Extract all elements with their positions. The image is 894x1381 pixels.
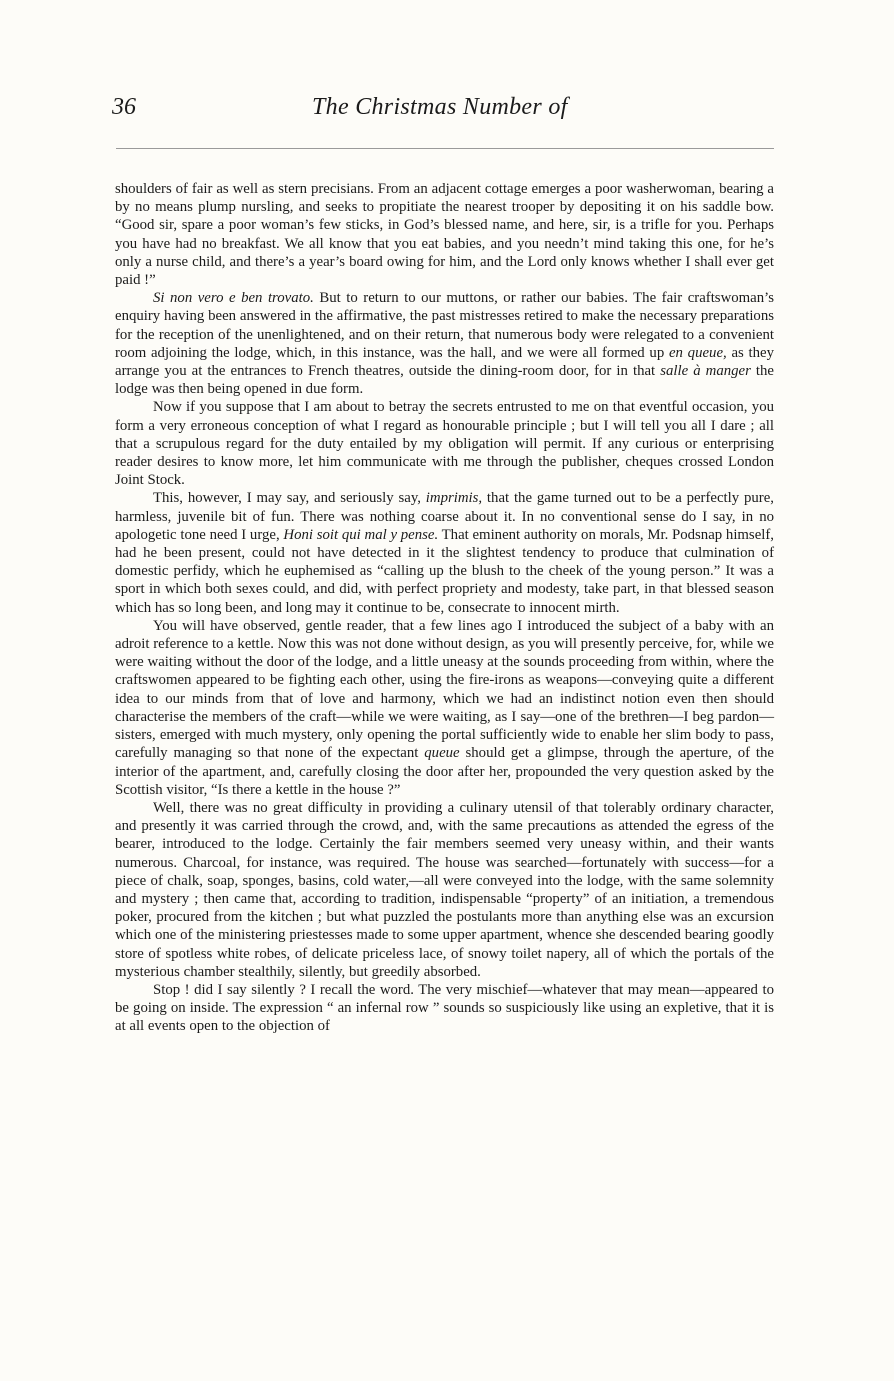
paragraph-5 [115, 617, 774, 799]
header-rule [116, 148, 774, 149]
text-run: should get a glimpse, through the aperture, of the interior of the apartment, and, carefully closing the door after her, propounded the very question asked by the Scottish visitor, “Is there a kettle in the house ?” [115, 745, 775, 798]
italic-phrase: en queue, [668, 344, 727, 361]
text-run: Now if you suppose that I am about to betray the secrets entrusted to me on that eventful occasion, you form a very erroneous conception of what I regard as honourable principle ; but I will tell you all I dare ; all that a scrupulous regard for the duty entailed by my obligation will permit. If any curious or enterprising reader desires to know more, let him communicate with me through the publisher, cheques crossed London Joint Stock. [115, 399, 774, 489]
text-run: Stop ! did I say silently ? I recall the word. The very mischief—whatever that may mean—appeared to be going on inside. The expression “ an infernal row ” sounds so suspiciously like using an expletive, that it is at all events open to the objection of [115, 981, 774, 1035]
text-run: the lodge was then being opened in due form. [115, 363, 774, 398]
paragraph-2 [115, 289, 774, 398]
text-run: shoulders of fair as well as stern precisians. From an adjacent cottage emerges a poor washerwoman, bearing a by no means plump nursling, and seeks to propitiate the nearest trooper by depositing it on his saddle bow. “Good sir, spare a poor woman’s few sticks, in God’s blessed name, and here, sir, is a trifle for you. Perhaps you have had no breakfast. We all know that you eat babies, and you needn’t mind taking this one, for he’s only a nurse child, and there’s a year’s board owing for him, and the Lord only knows whether I shall ever get paid !” [115, 181, 774, 289]
text-run: This, however, I may say, and seriously say, [153, 490, 426, 507]
running-title: The Christmas Number of [312, 94, 568, 120]
paragraph-4 [115, 489, 774, 616]
italic-phrase: salle à manger [660, 363, 751, 380]
article-body [115, 180, 774, 1036]
text-run: Well, there was no great difficulty in providing a culinary utensil of that tolerably ordinary character, and presently it was carried through the crowd, and, with the same precautions as attended the egress of the bearer, introduced to the lodge. Certainly the fair members seemed very uneasy within, and their wants numerous. Charcoal, for instance, was required. The house was searched—fortunately with success—for a piece of chalk, soap, sponges, basins, cold water,—all were conveyed into the lodge, with the same solemnity and mystery ; then came that, according to tradition, indispensable “property” of an initiation, a tremendous poker, procured from the kitchen ; but what puzzled the postulants more than anything else was an excursion which one of the ministering priestesses made to some upper apartment, whence she descended bearing goodly store of spotless white robes, of delicate priceless lace, of snowy toilet napery, all of which the portals of the mysterious chamber stealthily, silently, but greedily absorbed. [115, 799, 774, 980]
text-run: that the game turned out to be a perfectly pure, harmless, juvenile bit of fun. There was nothing coarse about it. In no conventional sense do I say, in no apologetic tone need I urge, [115, 490, 774, 543]
italic-phrase: imprimis, [425, 490, 483, 507]
paragraph-6 [115, 799, 774, 981]
italic-phrase: queue [424, 745, 460, 762]
italic-phrase: Si non vero e ben trovato. [153, 290, 314, 307]
italic-phrase: Honi soit qui mal y pense. [283, 526, 439, 543]
text-run: That eminent authority on morals, Mr. Podsnap himself, had he been present, could not have detected in it the slightest tendency to produce that culmination of domestic perfidy, which he euphemised as “calling up the blush to the cheek of the young person.” It was a sport in which both sexes could, and did, with perfect propriety and modesty, take part, in that blessed season which has so long been, and long may it continue to be, consecrate to innocent mirth. [115, 526, 774, 616]
text-run: But to return to our muttons, or rather our babies. The fair craftswoman’s enquiry having been answered in the affirmative, the past mistresses retired to make the necessary preparations for the reception of the unenlightened, and on their return, that numerous body were relegated to a convenient room adjoining the lodge, which, in this instance, was the hall, and we were all formed up [115, 290, 774, 361]
paragraph-1 [115, 180, 774, 289]
page-header [112, 94, 774, 134]
paragraph-7 [115, 981, 774, 1036]
text-run: as they arrange you at the entrances to French theatres, outside the dining-room door, for in that [115, 344, 775, 380]
paragraph-3 [115, 398, 774, 489]
page-number: 36 [112, 94, 136, 120]
text-run: You will have observed, gentle reader, that a few lines ago I introduced the subject of a baby with an adroit reference to a kettle. Now this was not done without design, as you will presently perceive, for, while we were waiting without the door of the lodge, and a little uneasy at the sounds proceeding from within, where the craftswomen appeared to be fighting each other, using the fire-irons as weapons—conveying quite a different idea to our minds from that of love and harmony, which we had an indistinct notion even then should characterise the members of the craft—while we were waiting, as I say—one of the brethren—I beg pardon—sisters, emerged with much mystery, only opening the portal sufficiently wide to enable her slim body to pass, carefully managing so that none of the expectant [115, 617, 774, 762]
